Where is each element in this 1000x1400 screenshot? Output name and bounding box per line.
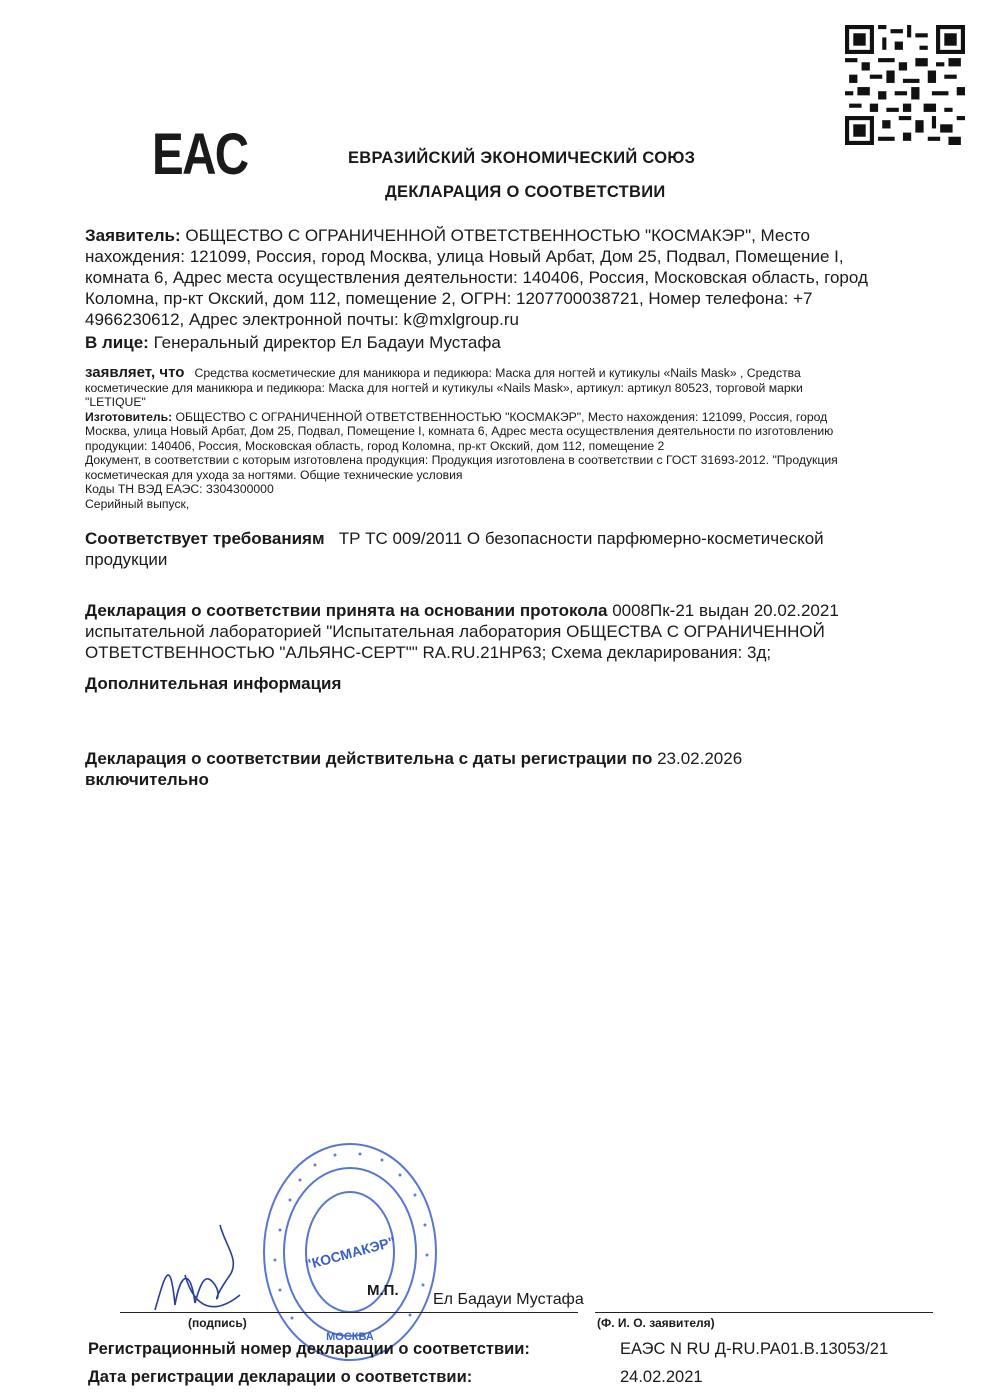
manufacturer-line-3: продукции: 140406, Россия, Московская область, город Коломна, пр-кт Окский, дом 112, помещение 2 (85, 438, 665, 453)
basis-line-3: ОТВЕТСТВЕННОСТЬЮ "АЛЬЯНС-СЕРТ"" RA.RU.21НР63; Схема декларирования: 3д; (85, 643, 772, 662)
stamp-city-text: МОСКВА (326, 1331, 374, 1343)
serial-release: Серийный выпуск, (85, 496, 190, 511)
requirements-block (85, 528, 945, 570)
stamp-seal-icon (260, 1140, 440, 1365)
document-line-2: косметическая для ухода за ногтями. Общие технические условия (85, 467, 463, 482)
signature-caption: (подпись) (188, 1316, 247, 1330)
name-underline (595, 1312, 933, 1313)
manufacturer-label: Изготовитель: (85, 409, 173, 424)
applicant-line-1-text: ОБЩЕСТВО С ОГРАНИЧЕННОЙ ОТВЕТСТВЕННОСТЬЮ "КОСМАКЭР", Место (185, 226, 810, 245)
declares-line-3: "LETIQUE" (85, 395, 146, 409)
name-caption: (Ф. И. О. заявителя) (597, 1316, 715, 1330)
validity-date: 23.02.2026 (657, 749, 743, 768)
applicant-line-3: комната 6, Адрес места осуществления деятельности: 140406, Россия, Московская область, город (85, 268, 868, 287)
applicant-label: Заявитель: (85, 226, 181, 245)
applicant-line-1 (85, 225, 945, 246)
manufacturer-line-1: ОБЩЕСТВО С ОГРАНИЧЕННОЙ ОТВЕТСТВЕННОСТЬЮ "КОСМАКЭР", Место нахождения: 121099, Россия, город (175, 409, 828, 424)
basis-line-1: 0008Пк-21 выдан 20.02.2021 (612, 601, 839, 620)
requirements-line-1: ТР ТС 009/2011 О безопасности парфюмерно-косметической (338, 529, 824, 548)
validity-block (85, 748, 945, 790)
declares-line-2: косметические для маникюра и педикюра: Маска для ногтей и кутикулы «Nails Mask», артикул: артикул 80523, торговой марки (85, 380, 803, 395)
qr-code-icon (845, 25, 965, 145)
hs-codes: Коды ТН ВЭД ЕАЭС: 3304300000 (85, 482, 274, 496)
basis-block (85, 600, 955, 663)
eac-logo (152, 122, 248, 187)
union-title: ЕВРАЗИЙСКИЙ ЭКОНОМИЧЕСКИЙ СОЮЗ (348, 149, 696, 167)
basis-line-2: испытательной лабораторией "Испытательная лаборатория ОБЩЕСТВА С ОГРАНИЧЕННОЙ (85, 622, 825, 641)
document-line-1: Документ, в соответствии с которым изготовлена продукция: Продукция изготовлена в соответствии с ГОСТ 31693-2012. "Продукция (85, 453, 838, 467)
signer-name: Ел Бадауи Мустафа (433, 1291, 584, 1308)
declares-label: заявляет, что (85, 364, 185, 381)
applicant-line-5: 4966230612, Адрес электронной почты: k@mxlgroup.ru (85, 310, 519, 329)
additional-info-label: Дополнительная информация (85, 674, 342, 693)
registration-date-label: Дата регистрации декларации о соответствии: (88, 1368, 473, 1386)
person-value: Генеральный директор Ел Бадауи Мустафа (153, 333, 501, 352)
validity-label: Декларация о соответствии действительна с даты регистрации по (85, 749, 653, 768)
eac-logo-text: EAC (152, 122, 248, 187)
requirements-line-2: продукции (85, 550, 168, 569)
declares-block (85, 366, 945, 511)
registration-date-value: 24.02.2021 (620, 1368, 703, 1386)
applicant-line-2: нахождения: 121099, Россия, город Москва, улица Новый Арбат, Дом 25, Подвал, Помещение I, (85, 247, 844, 266)
mp-label: М.П. (367, 1282, 399, 1299)
applicant-block (85, 225, 945, 353)
applicant-line-4: Коломна, пр-кт Окский, дом 112, помещение 2, ОГРН: 1207700038721, Номер телефона: +7 (85, 289, 813, 308)
registration-number-value: ЕАЭС N RU Д-RU.PA01.B.13053/21 (620, 1340, 889, 1358)
stamp-center-text: "КОСМАКЭР" (303, 1233, 397, 1273)
declares-line-1: Средства косметические для маникюра и педикюра: Маска для ногтей и кутикулы «Nails Mask» , Средства (194, 366, 801, 380)
person-line (85, 332, 945, 353)
signature-underline (120, 1312, 578, 1313)
basis-label: Декларация о соответствии принята на основании протокола (85, 601, 608, 620)
validity-line-2: включительно (85, 770, 209, 789)
page-title: ДЕКЛАРАЦИЯ О СООТВЕТСТВИИ (385, 183, 666, 201)
manufacturer-line-2: Москва, улица Новый Арбат, Дом 25, Подвал, Помещение I, комната 6, Адрес места осуществления деятельности по изготовлению (85, 424, 834, 438)
requirements-label: Соответствует требованиям (85, 529, 325, 548)
person-label: В лице: (85, 333, 149, 352)
signature-icon (145, 1215, 255, 1325)
registration-number-label: Регистрационный номер декларации о соответствии: (88, 1340, 530, 1358)
